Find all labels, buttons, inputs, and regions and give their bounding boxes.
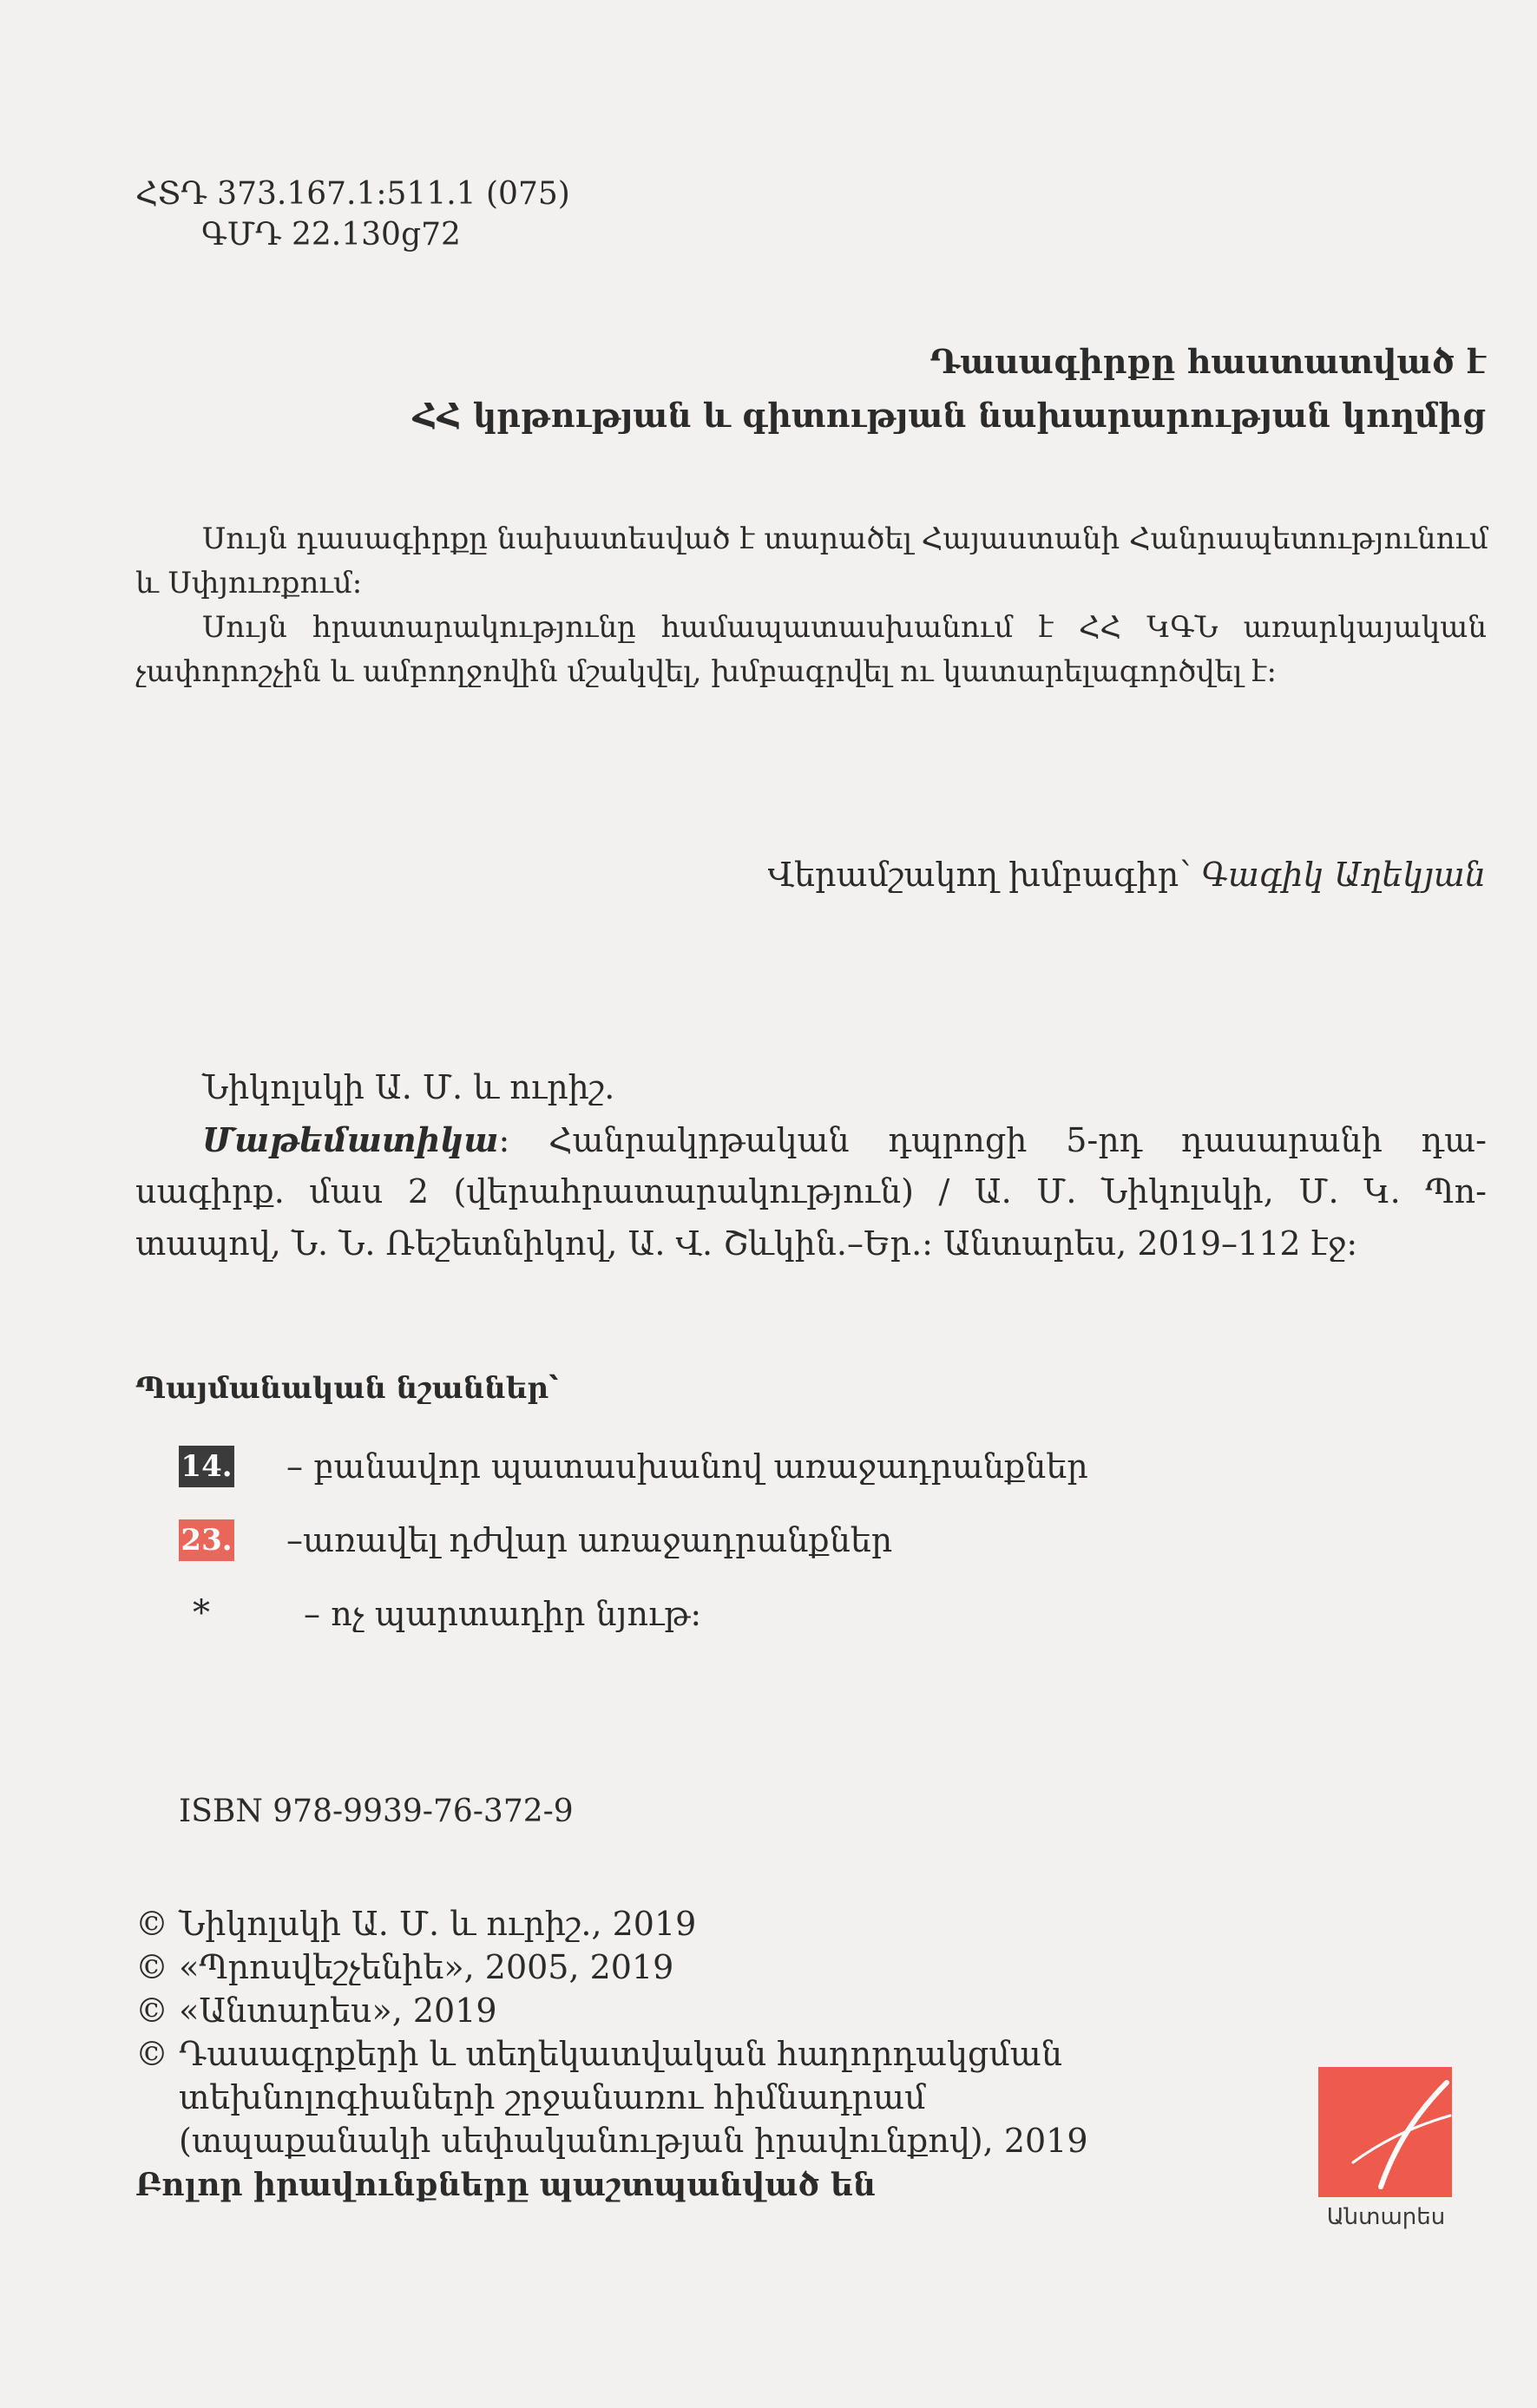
editor-credit xyxy=(260,856,1486,894)
copyright-line-1: © Նիկոլսկի Ա. Մ. և ուրիշ., 2019 xyxy=(135,1905,697,1943)
copyright-line-5: տեխնոլոգիաների շրջանառու հիմնադրամ xyxy=(179,2078,926,2116)
bib-title: Մաթեմատիկա xyxy=(202,1120,499,1159)
publisher-logo-label: Անտարես xyxy=(1326,2204,1446,2230)
intro-p1-line2: և Սփյուռքում: xyxy=(135,566,363,600)
legend-asterisk: * xyxy=(193,1593,210,1633)
approval-line-1: Դասագիրքը հաստատված է xyxy=(929,342,1486,381)
copyright-line-3: © «Անտարես», 2019 xyxy=(135,1991,497,2030)
intro-p1-line1: Սույն դասագիրքը նախատեսված է տարածել Հայաստանի Հանրապետությունում xyxy=(202,522,1488,556)
bib-line-2: սագիրք. մաս 2 (վերահրատարակություն) / Ա. Մ. Նիկոլսկի, Մ. Կ. Պո- xyxy=(135,1172,1487,1211)
bib-line-1 xyxy=(202,1120,1487,1159)
editor-name: Գագիկ Աղեկյան xyxy=(1201,856,1486,894)
editor-label: Վերամշակող խմբագիր՝ xyxy=(767,856,1192,894)
udc-code: ՀՏԴ 373.167.1:511.1 (075) xyxy=(135,176,570,212)
legend-badge-hard: 23. xyxy=(179,1519,234,1561)
all-rights-reserved: Բոլոր իրավունքները պաշտպանված են xyxy=(135,2167,876,2203)
bib-line-3: տապով, Ն. Ն. Ռեշետնիկով, Ա. Վ. Շևկին.–Եր.: Անտարես, 2019–112 էջ: xyxy=(135,1224,1358,1263)
intro-p2-line2: չափորոշչին և ամբողջովին մշակվել, խմբագրվել ու կատարելագործվել է: xyxy=(135,654,1277,689)
approval-line-2: ՀՀ կրթության և գիտության նախարարության կողմից xyxy=(412,396,1486,435)
copyright-line-6: (տպաքանակի սեփականության իրավունքով), 2019 xyxy=(179,2122,1088,2160)
bib-authors: Նիկոլսկի Ա. Մ. և ուրիշ. xyxy=(202,1068,615,1106)
legend-text-oral: – բանավոր պատասխանով առաջադրանքներ xyxy=(286,1447,1088,1486)
bib-line-1-rest: : Հանրակրթական դպրոցի 5-րդ դասարանի դա- xyxy=(498,1121,1487,1159)
legend-text-optional: – ոչ պարտադիր նյութ: xyxy=(304,1595,702,1633)
lbc-code: ԳՄԴ 22.130ց72 xyxy=(201,217,461,253)
copyright-line-2: © «Պրոսվեշչենիե», 2005, 2019 xyxy=(135,1948,674,1986)
intro-p2-line1: Սույն հրատարակությունը համապատասխանում է ՀՀ ԿԳՆ առարկայական xyxy=(202,610,1487,645)
publisher-logo xyxy=(1318,2067,1452,2197)
legend-badge-oral: 14. xyxy=(179,1446,234,1487)
legend-text-hard: –առավել դժվար առաջադրանքներ xyxy=(286,1521,893,1559)
publisher-logo-swoosh-icon xyxy=(1318,2067,1452,2197)
copyright-line-4: © Դասագրքերի և տեղեկատվական հաղորդակցման xyxy=(135,2035,1063,2073)
isbn: ISBN 978-9939-76-372-9 xyxy=(179,1794,574,1829)
legend-title: Պայմանական նշաններ՝ xyxy=(135,1371,559,1406)
